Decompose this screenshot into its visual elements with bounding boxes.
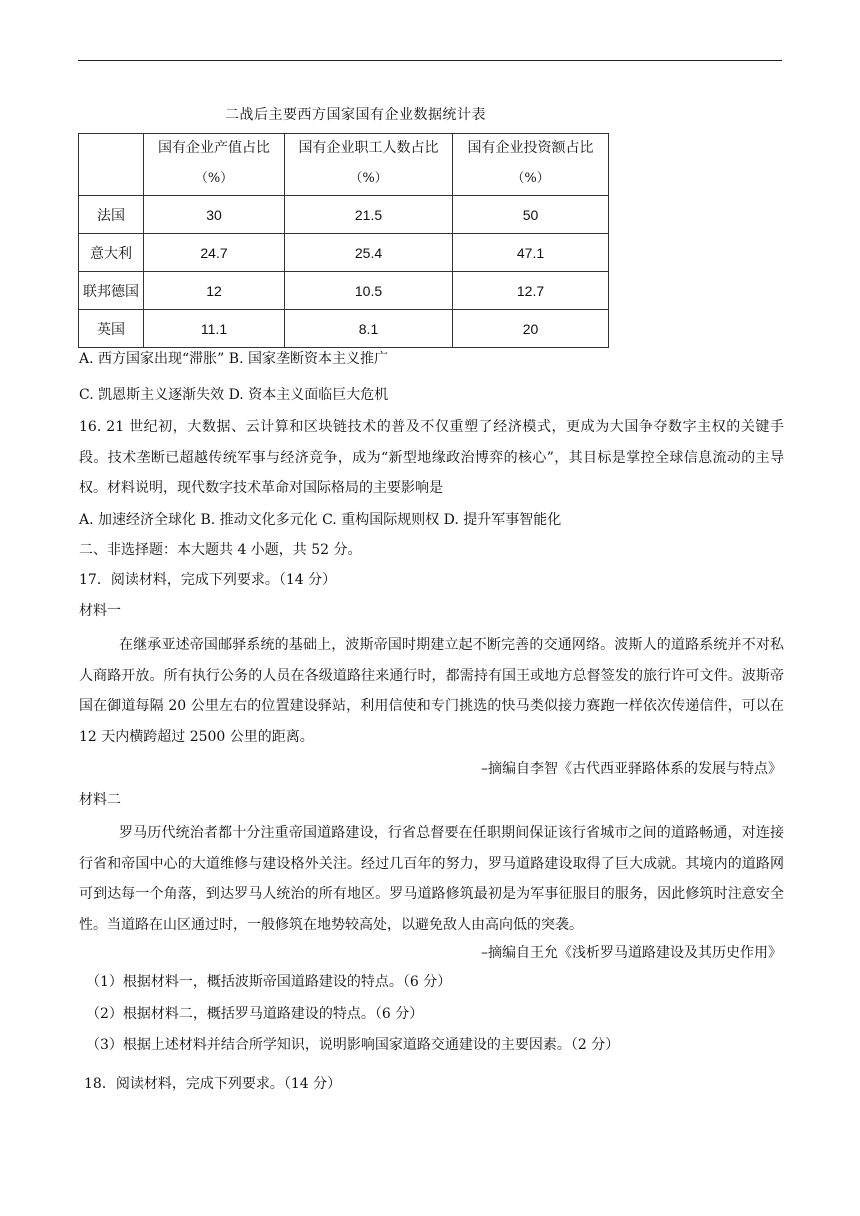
value-cell: 12: [144, 272, 285, 310]
table-row: [79, 272, 609, 310]
table-corner-cell: [79, 134, 144, 196]
table-header-cell: 国有企业职工人数占比 （%）: [285, 134, 453, 196]
material2-source: –摘编自王允《浅析罗马道路建设及其历史作用》: [481, 945, 782, 961]
value-cell: 25.4: [285, 234, 453, 272]
table-row: [79, 310, 609, 348]
table-header-cell: 国有企业投资额占比 （%）: [453, 134, 609, 196]
value-cell: 12.7: [453, 272, 609, 310]
q17-title: 17．阅读材料，完成下列要求。（14 分）: [79, 572, 337, 588]
q16-stem: 16. 21 世纪初，大数据、云计算和区块链技术的普及不仅重塑了经济模式，更成为大国争夺数字主权的关键手段。技术垄断已超越传统军事与经济竞争，成为“新型地缘政治博弈的核心”，其目标是掌控全球信息流动的主导权。材料说明，现代数字技术革命对国际格局的主要影响是: [79, 419, 784, 496]
country-cell: 联邦德国: [79, 272, 144, 310]
q17-sub3: （3）根据上述材料并结合所学知识，说明影响国家道路交通建设的主要因素。（2 分）: [86, 1037, 620, 1053]
q15-options-line2: C. 凯恩斯主义逐渐失效 D. 资本主义面临巨大危机: [79, 387, 389, 403]
table-title: 二战后主要西方国家国有企业数据统计表: [225, 107, 486, 123]
table-header-cell: 国有企业产值占比 （%）: [144, 134, 285, 196]
country-cell: 英国: [79, 310, 144, 348]
material2-text: 罗马历代统治者都十分注重帝国道路建设，行省总督要在任职期间保证该行省城市之间的道路畅通，对连接行省和帝国中心的大道维修与建设格外关注。经过几百年的努力，罗马道路建设取得了巨大成就。其境内的道路网可到达每一个角落，到达罗马人统治的所有地区。罗马道路修筑最初是为军事征服目的服务，因此修筑时注意安全性。当道路在山区通过时，一般修筑在地势较高处，以避免敌人由高向低的突袭。: [79, 825, 784, 933]
q15-options-line1: A. 西方国家出现“滞胀” B. 国家垄断资本主义推广: [79, 351, 388, 367]
material1-label: 材料一: [79, 603, 121, 619]
value-cell: 24.7: [144, 234, 285, 272]
material1-source: –摘编自李智《古代西亚驿路体系的发展与特点》: [481, 761, 782, 777]
table-header-row: [79, 134, 609, 196]
country-cell: 法国: [79, 196, 144, 234]
table-row: [79, 234, 609, 272]
header-rule: [78, 60, 782, 61]
value-cell: 47.1: [453, 234, 609, 272]
value-cell: 20: [453, 310, 609, 348]
value-cell: 21.5: [285, 196, 453, 234]
country-cell: 意大利: [79, 234, 144, 272]
table-row: [79, 196, 609, 234]
section2-heading: 二、非选择题：本大题共 4 小题，共 52 分。: [79, 542, 362, 558]
soe-data-table: [78, 133, 609, 348]
q17-sub1: （1）根据材料一，概括波斯帝国道路建设的特点。（6 分）: [86, 974, 452, 990]
value-cell: 50: [453, 196, 609, 234]
value-cell: 30: [144, 196, 285, 234]
value-cell: 10.5: [285, 272, 453, 310]
q16-options: A. 加速经济全球化 B. 推动文化多元化 C. 重构国际规则权 D. 提升军事智能化: [79, 512, 562, 528]
q18-title: 18．阅读材料，完成下列要求。（14 分）: [84, 1076, 342, 1092]
value-cell: 11.1: [144, 310, 285, 348]
material1-text: 在继承亚述帝国邮驿系统的基础上，波斯帝国时期建立起不断完善的交通网络。波斯人的道路系统并不对私人商路开放。所有执行公务的人员在各级道路往来通行时，都需持有国王或地方总督签发的旅行许可文件。波斯帝国在御道每隔 20 公里左右的位置建设驿站，利用信使和专门挑选的快马类似接力赛跑一样依次传递信件，可以在 12 天内横跨超过 2500 公里的距离。: [79, 637, 784, 745]
material2-label: 材料二: [79, 792, 121, 808]
value-cell: 8.1: [285, 310, 453, 348]
q17-sub2: （2）根据材料二，概括罗马道路建设的特点。（6 分）: [86, 1006, 424, 1022]
